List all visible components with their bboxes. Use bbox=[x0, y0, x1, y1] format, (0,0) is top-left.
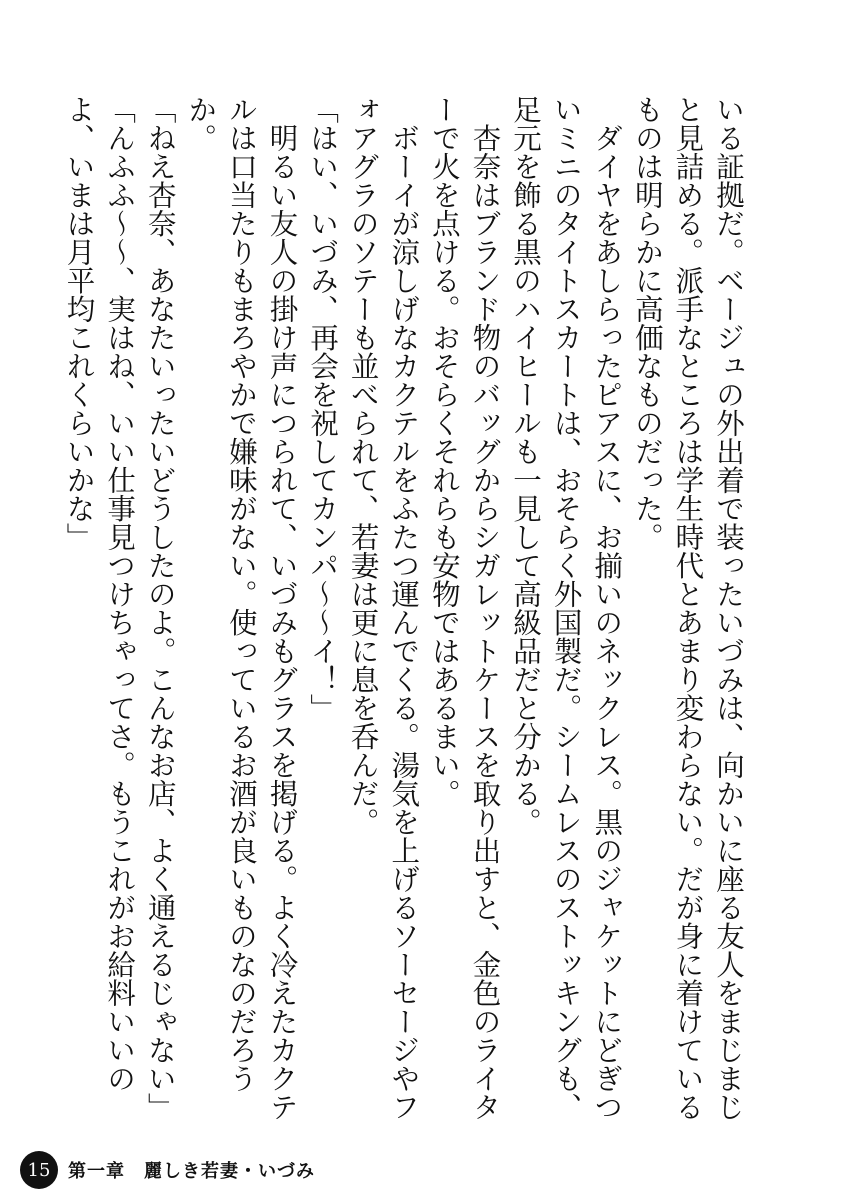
dialogue-line: 「はい、いづみ、再会を祝してカンパ～～イ！」 bbox=[306, 95, 340, 722]
dialogue-line: 「んふふ～～、実はね、いい仕事見つけちゃってさ。もうこれがお給料いいのよ、いまは月平均これくらいかな」 bbox=[62, 95, 137, 1093]
page-number-badge: 15 bbox=[20, 1151, 58, 1189]
dialogue-line: 「ねえ杏奈、あなたいったいどうしたのよ。こんなお店、よく通えるじゃない」 bbox=[143, 95, 177, 1121]
paragraph: 杏奈はブランド物のバッグからシガレットケースを取り出すと、金色のライターで火を点ける。おそらくそれらも安物ではあるまい。 bbox=[427, 95, 502, 1121]
paragraph: ボーイが涼しげなカクテルをふたつ運んでくる。湯気を上げるソーセージやフォアグラのソテーも並べられて、若妻は更に息を呑んだ。 bbox=[346, 95, 421, 1121]
running-head: 第一章 麗しき若妻・いづみ bbox=[68, 1161, 315, 1182]
page-footer bbox=[20, 1150, 315, 1190]
paragraph: ダイヤをあしらったピアスに、お揃いのネックレス。黒のジャケットにどぎついミニのタイトスカートは、おそらく外国製だ。シームレスのストッキングも、足元を飾る黒のハイヒールも一見して高級品だと分かる。 bbox=[509, 95, 624, 1121]
paragraph: 明るい友人の掛け声につられて、いづみもグラスを掲げる。よく冷えたカクテルは口当たりもまろやかで嫌味がない。使っているお酒が良いものなのだろうか。 bbox=[184, 95, 299, 1121]
paragraph: いる証拠だ。ベージュの外出着で装ったいづみは、向かいに座る友人をまじまじと見詰める。派手なところは学生時代とあまり変わらない。だが身に着けているものは明らかに高価なものだった。 bbox=[630, 95, 745, 1121]
vertical-text-body bbox=[62, 95, 748, 1125]
